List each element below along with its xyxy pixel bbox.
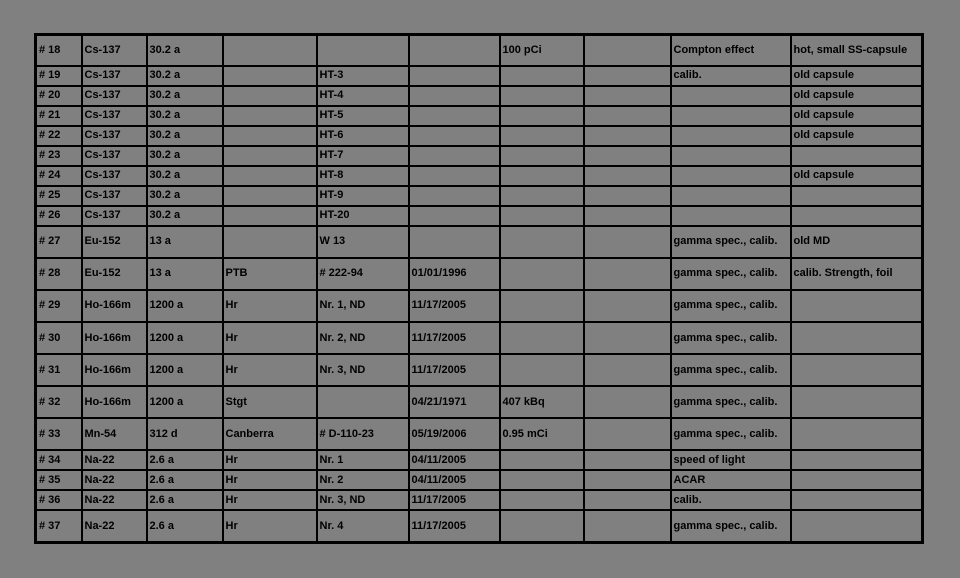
cell-remark: old capsule	[791, 166, 923, 186]
cell-usage: gamma spec., calib.	[671, 418, 791, 450]
cell-extra	[584, 470, 671, 490]
cell-isotope: Ho-166m	[82, 322, 147, 354]
cell-source-id: W 13	[317, 226, 409, 258]
cell-origin	[223, 226, 317, 258]
cell-origin	[223, 126, 317, 146]
cell-source-id: Nr. 2	[317, 470, 409, 490]
cell-isotope: Cs-137	[82, 206, 147, 226]
cell-source-number: # 29	[36, 290, 82, 322]
cell-origin	[223, 106, 317, 126]
cell-remark: calib. Strength, foil	[791, 258, 923, 290]
cell-extra	[584, 35, 671, 66]
cell-half-life: 30.2 a	[147, 106, 223, 126]
table-row	[36, 258, 923, 290]
cell-usage	[671, 106, 791, 126]
cell-half-life: 1200 a	[147, 290, 223, 322]
cell-usage: gamma spec., calib.	[671, 386, 791, 418]
cell-date: 11/17/2005	[409, 510, 500, 542]
cell-source-id: HT-7	[317, 146, 409, 166]
cell-half-life: 1200 a	[147, 354, 223, 386]
cell-half-life: 30.2 a	[147, 86, 223, 106]
cell-source-number: # 19	[36, 66, 82, 86]
cell-extra	[584, 490, 671, 510]
cell-usage: speed of light	[671, 450, 791, 470]
cell-usage	[671, 86, 791, 106]
table-row	[36, 66, 923, 86]
cell-source-number: # 21	[36, 106, 82, 126]
cell-usage	[671, 206, 791, 226]
cell-extra	[584, 86, 671, 106]
cell-source-number: # 33	[36, 418, 82, 450]
cell-half-life: 2.6 a	[147, 510, 223, 542]
cell-isotope: Cs-137	[82, 66, 147, 86]
cell-source-number: # 32	[36, 386, 82, 418]
cell-activity	[500, 290, 584, 322]
cell-isotope: Ho-166m	[82, 290, 147, 322]
cell-activity	[500, 126, 584, 146]
cell-usage: gamma spec., calib.	[671, 510, 791, 542]
cell-origin	[223, 35, 317, 66]
cell-date	[409, 126, 500, 146]
cell-usage: calib.	[671, 490, 791, 510]
cell-extra	[584, 290, 671, 322]
cell-isotope: Cs-137	[82, 35, 147, 66]
cell-source-number: # 25	[36, 186, 82, 206]
cell-remark	[791, 186, 923, 206]
cell-origin	[223, 146, 317, 166]
table-row	[36, 146, 923, 166]
cell-isotope: Cs-137	[82, 126, 147, 146]
cell-date	[409, 66, 500, 86]
table-row	[36, 206, 923, 226]
cell-source-id: Nr. 1, ND	[317, 290, 409, 322]
cell-source-number: # 37	[36, 510, 82, 542]
cell-remark: old capsule	[791, 126, 923, 146]
cell-remark	[791, 418, 923, 450]
cell-usage	[671, 146, 791, 166]
cell-isotope: Ho-166m	[82, 354, 147, 386]
cell-activity	[500, 322, 584, 354]
cell-half-life: 2.6 a	[147, 490, 223, 510]
cell-activity: 100 pCi	[500, 35, 584, 66]
cell-activity	[500, 66, 584, 86]
cell-source-number: # 28	[36, 258, 82, 290]
cell-source-number: # 27	[36, 226, 82, 258]
cell-isotope: Na-22	[82, 470, 147, 490]
cell-origin: Hr	[223, 510, 317, 542]
cell-origin: Hr	[223, 354, 317, 386]
cell-usage: gamma spec., calib.	[671, 322, 791, 354]
cell-activity	[500, 470, 584, 490]
cell-remark	[791, 146, 923, 166]
cell-activity	[500, 206, 584, 226]
cell-date	[409, 106, 500, 126]
cell-isotope: Cs-137	[82, 186, 147, 206]
table-row	[36, 386, 923, 418]
source-inventory-table	[34, 33, 924, 544]
cell-isotope: Na-22	[82, 490, 147, 510]
cell-remark	[791, 470, 923, 490]
cell-origin	[223, 166, 317, 186]
cell-source-id: HT-6	[317, 126, 409, 146]
cell-extra	[584, 126, 671, 146]
cell-source-id: HT-9	[317, 186, 409, 206]
cell-isotope: Mn-54	[82, 418, 147, 450]
table-row	[36, 322, 923, 354]
cell-date: 04/11/2005	[409, 470, 500, 490]
table-row	[36, 470, 923, 490]
cell-isotope: Na-22	[82, 510, 147, 542]
cell-source-number: # 26	[36, 206, 82, 226]
table-row	[36, 290, 923, 322]
cell-source-id: Nr. 1	[317, 450, 409, 470]
cell-remark: old capsule	[791, 106, 923, 126]
cell-origin: Hr	[223, 322, 317, 354]
cell-remark	[791, 206, 923, 226]
cell-half-life: 30.2 a	[147, 206, 223, 226]
cell-origin: Hr	[223, 470, 317, 490]
cell-extra	[584, 226, 671, 258]
source-inventory-sheet	[34, 33, 921, 544]
cell-extra	[584, 206, 671, 226]
cell-remark: old capsule	[791, 66, 923, 86]
cell-date: 11/17/2005	[409, 354, 500, 386]
cell-source-id: # 222-94	[317, 258, 409, 290]
table-row	[36, 418, 923, 450]
cell-source-id: HT-20	[317, 206, 409, 226]
cell-source-id: HT-3	[317, 66, 409, 86]
cell-extra	[584, 186, 671, 206]
table-row	[36, 450, 923, 470]
cell-remark	[791, 354, 923, 386]
cell-date: 11/17/2005	[409, 322, 500, 354]
cell-half-life: 13 a	[147, 226, 223, 258]
cell-activity	[500, 86, 584, 106]
cell-activity: 407 kBq	[500, 386, 584, 418]
cell-source-id: HT-5	[317, 106, 409, 126]
cell-usage: ACAR	[671, 470, 791, 490]
cell-date	[409, 186, 500, 206]
cell-origin: Canberra	[223, 418, 317, 450]
cell-extra	[584, 386, 671, 418]
cell-usage: Compton effect	[671, 35, 791, 66]
cell-date: 11/17/2005	[409, 490, 500, 510]
cell-source-number: # 31	[36, 354, 82, 386]
cell-activity	[500, 258, 584, 290]
cell-half-life: 2.6 a	[147, 450, 223, 470]
cell-origin: PTB	[223, 258, 317, 290]
cell-source-id: Nr. 3, ND	[317, 354, 409, 386]
cell-origin	[223, 66, 317, 86]
table-body	[36, 35, 923, 543]
cell-origin: Hr	[223, 490, 317, 510]
cell-activity	[500, 186, 584, 206]
cell-half-life: 13 a	[147, 258, 223, 290]
cell-isotope: Cs-137	[82, 106, 147, 126]
cell-extra	[584, 354, 671, 386]
cell-date	[409, 226, 500, 258]
cell-isotope: Cs-137	[82, 86, 147, 106]
cell-remark	[791, 510, 923, 542]
cell-source-id	[317, 386, 409, 418]
table-row	[36, 354, 923, 386]
cell-extra	[584, 166, 671, 186]
cell-half-life: 312 d	[147, 418, 223, 450]
cell-date	[409, 35, 500, 66]
cell-source-number: # 34	[36, 450, 82, 470]
cell-extra	[584, 510, 671, 542]
cell-date: 11/17/2005	[409, 290, 500, 322]
cell-origin: Hr	[223, 290, 317, 322]
cell-half-life: 1200 a	[147, 322, 223, 354]
cell-activity	[500, 226, 584, 258]
table-row	[36, 86, 923, 106]
cell-usage: gamma spec., calib.	[671, 226, 791, 258]
cell-half-life: 1200 a	[147, 386, 223, 418]
cell-isotope: Eu-152	[82, 226, 147, 258]
cell-extra	[584, 106, 671, 126]
cell-activity	[500, 450, 584, 470]
cell-source-number: # 24	[36, 166, 82, 186]
cell-activity	[500, 146, 584, 166]
cell-isotope: Ho-166m	[82, 386, 147, 418]
cell-usage	[671, 126, 791, 146]
cell-source-id: HT-4	[317, 86, 409, 106]
cell-remark	[791, 450, 923, 470]
cell-source-id: # D-110-23	[317, 418, 409, 450]
cell-date: 05/19/2006	[409, 418, 500, 450]
cell-usage: gamma spec., calib.	[671, 354, 791, 386]
cell-source-number: # 23	[36, 146, 82, 166]
cell-usage	[671, 166, 791, 186]
cell-date	[409, 86, 500, 106]
cell-usage: gamma spec., calib.	[671, 258, 791, 290]
cell-isotope: Eu-152	[82, 258, 147, 290]
cell-remark	[791, 386, 923, 418]
cell-extra	[584, 418, 671, 450]
cell-isotope: Na-22	[82, 450, 147, 470]
table-row	[36, 35, 923, 66]
cell-half-life: 30.2 a	[147, 186, 223, 206]
table-row	[36, 226, 923, 258]
cell-source-number: # 22	[36, 126, 82, 146]
cell-usage: gamma spec., calib.	[671, 290, 791, 322]
table-row	[36, 510, 923, 542]
cell-activity	[500, 106, 584, 126]
cell-activity	[500, 166, 584, 186]
cell-isotope: Cs-137	[82, 146, 147, 166]
cell-source-id: Nr. 4	[317, 510, 409, 542]
cell-extra	[584, 450, 671, 470]
cell-source-id	[317, 35, 409, 66]
cell-remark: hot, small SS-capsule	[791, 35, 923, 66]
table-row	[36, 106, 923, 126]
cell-source-number: # 30	[36, 322, 82, 354]
cell-date	[409, 206, 500, 226]
cell-source-number: # 36	[36, 490, 82, 510]
cell-remark: old capsule	[791, 86, 923, 106]
cell-extra	[584, 258, 671, 290]
cell-activity	[500, 490, 584, 510]
cell-source-number: # 18	[36, 35, 82, 66]
table-row	[36, 490, 923, 510]
cell-date	[409, 146, 500, 166]
cell-remark	[791, 322, 923, 354]
cell-usage	[671, 186, 791, 206]
cell-usage: calib.	[671, 66, 791, 86]
cell-half-life: 2.6 a	[147, 470, 223, 490]
cell-origin	[223, 186, 317, 206]
cell-half-life: 30.2 a	[147, 166, 223, 186]
cell-source-number: # 35	[36, 470, 82, 490]
cell-remark: old MD	[791, 226, 923, 258]
cell-source-id: HT-8	[317, 166, 409, 186]
cell-activity	[500, 354, 584, 386]
table-row	[36, 126, 923, 146]
cell-activity	[500, 510, 584, 542]
cell-isotope: Cs-137	[82, 166, 147, 186]
cell-half-life: 30.2 a	[147, 126, 223, 146]
cell-source-id: Nr. 3, ND	[317, 490, 409, 510]
cell-origin	[223, 206, 317, 226]
cell-date: 01/01/1996	[409, 258, 500, 290]
cell-remark	[791, 290, 923, 322]
cell-half-life: 30.2 a	[147, 66, 223, 86]
cell-date: 04/11/2005	[409, 450, 500, 470]
cell-origin: Stgt	[223, 386, 317, 418]
cell-extra	[584, 66, 671, 86]
cell-extra	[584, 146, 671, 166]
cell-extra	[584, 322, 671, 354]
cell-source-id: Nr. 2, ND	[317, 322, 409, 354]
cell-half-life: 30.2 a	[147, 146, 223, 166]
cell-half-life: 30.2 a	[147, 35, 223, 66]
cell-activity: 0.95 mCi	[500, 418, 584, 450]
cell-origin: Hr	[223, 450, 317, 470]
cell-origin	[223, 86, 317, 106]
cell-date	[409, 166, 500, 186]
table-row	[36, 186, 923, 206]
cell-date: 04/21/1971	[409, 386, 500, 418]
cell-source-number: # 20	[36, 86, 82, 106]
cell-remark	[791, 490, 923, 510]
table-row	[36, 166, 923, 186]
